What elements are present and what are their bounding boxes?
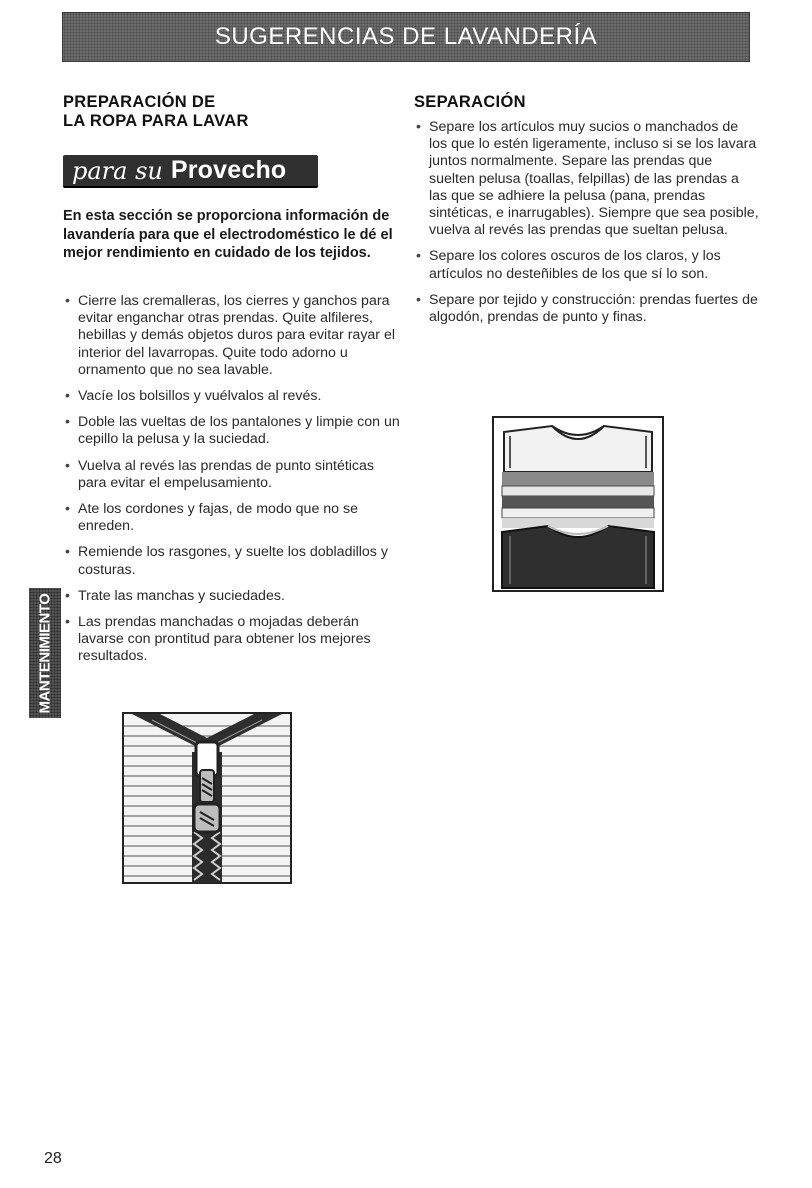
list-item: • Separe los colores oscuros de los claros, y los artículos no desteñibles de los que sí lo son. [414,248,759,282]
list-item: • Trate las manchas y suciedades. [63,588,403,605]
list-item: • Las prendas manchadas o mojadas deberán lavarse con prontitud para obtener los mejores resultados. [63,614,403,666]
list-item: • Ate los cordones y fajas, de modo que no se enreden. [63,501,403,535]
section-heading-preparacion [63,93,249,131]
page-title-banner [62,12,750,62]
heading-line-1: PREPARACIÓN DE [63,93,216,111]
side-tab-label: MANTENIMIENTO [36,593,54,713]
badge-script-text: para su [72,156,163,185]
list-item: • Separe los artículos muy sucios o manchados de los que lo estén ligeramente, incluso si se los lavara juntos normalmente. Separe las prendas que suelten pelusa (toallas, felpillas) de las prendas a las que se adhiere la pelusa (pana, prendas sintéticas, e inarrugables). Siempre que sea posible, vuelva al revés las prendas que sueltan pelusa. [414,119,759,239]
side-section-tab [29,588,61,718]
list-item: • Cierre las cremalleras, los cierres y ganchos para evitar enganchar otras prendas. Quite alfileres, hebillas y demás objetos duros para evitar rayar el interior del lavarropas. Quite todo adorno u ornamento que no sea lavable. [63,293,403,379]
list-item: • Separe por tejido y construcción: prendas fuertes de algodón, prendas de punto y finas. [414,292,759,326]
list-item: • Doble las vueltas de los pantalones y limpie con un cepillo la pelusa y la suciedad. [63,414,403,448]
page-title: SUGERENCIAS DE LAVANDERÍA [214,23,598,50]
separation-bullet-list [414,119,759,335]
sorted-clothes-illustration [492,416,664,592]
list-item: • Remiende los rasgones, y suelte los dobladillos y costuras. [63,544,403,578]
section-heading-separacion: SEPARACIÓN [414,93,526,111]
list-item: • Vuelva al revés las prendas de punto sintéticas para evitar el empelusamiento. [63,458,403,492]
para-su-provecho-badge [63,155,318,188]
list-item: • Vacíe los bolsillos y vuélvalos al revés. [63,388,403,405]
badge-bold-text: Provecho [170,156,287,184]
intro-paragraph: En esta sección se proporciona información de lavandería para que el electrodoméstico le dé el mejor rendimiento en cuidado de los tejidos. [63,208,393,261]
preparation-bullet-list [63,293,403,675]
zipper-illustration [122,712,292,884]
heading-line-2: LA ROPA PARA LAVAR [63,112,249,130]
page-number: 28 [44,1150,62,1167]
